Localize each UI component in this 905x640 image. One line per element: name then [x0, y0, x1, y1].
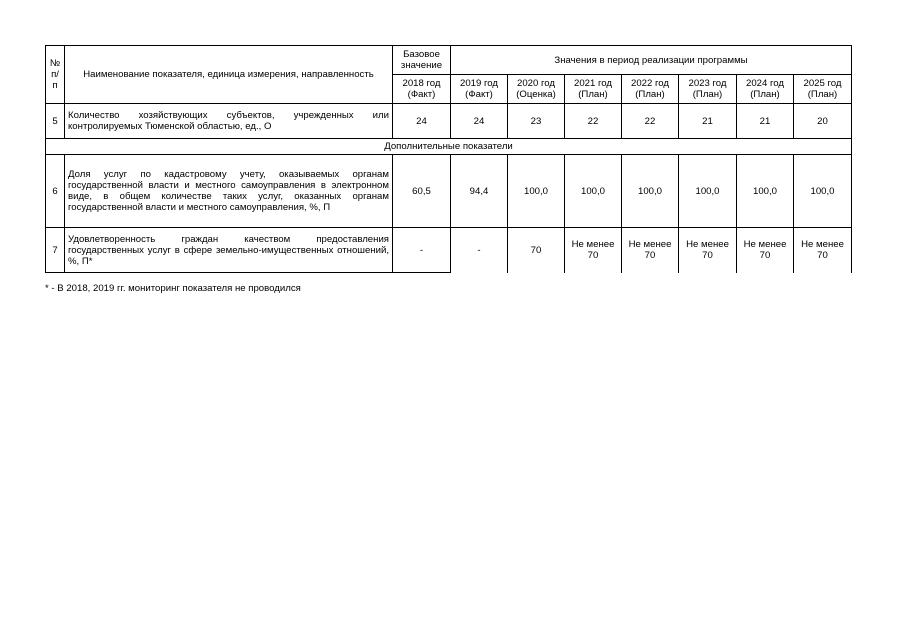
header-year-1	[451, 75, 508, 104]
row-value: 100,0	[565, 155, 622, 228]
section-row	[46, 139, 852, 155]
header-year-kind: (План)	[635, 89, 665, 100]
row-value: Не менее 70	[679, 228, 737, 273]
row-value: -	[451, 228, 508, 273]
row-value: 100,0	[622, 155, 679, 228]
row-num: 5	[46, 104, 65, 139]
header-year-0	[393, 75, 451, 104]
row-value: 22	[622, 104, 679, 139]
section-title: Дополнительные показатели	[46, 139, 852, 155]
row-value: Не менее 70	[794, 228, 852, 273]
header-year-label: 2018 год	[402, 78, 441, 89]
header-year-kind: (План)	[750, 89, 780, 100]
row-value: 22	[565, 104, 622, 139]
header-year-7	[794, 75, 852, 104]
row-num: 7	[46, 228, 65, 273]
row-value: 23	[508, 104, 565, 139]
header-base: Базовое значение	[393, 46, 451, 75]
row-value: Не менее 70	[565, 228, 622, 273]
header-period: Значения в период реализации программы	[451, 46, 852, 75]
header-name: Наименование показателя, единица измерения, направленность	[65, 46, 393, 104]
row-value: 21	[679, 104, 737, 139]
header-year-kind: (План)	[692, 89, 723, 100]
header-year-kind: (Оценка)	[516, 89, 556, 100]
row-value: Не менее 70	[622, 228, 679, 273]
header-year-5	[679, 75, 737, 104]
header-year-3	[565, 75, 622, 104]
row-name: Количество хозяйствующих субъектов, учрежденных или контролируемых Тюменской областью, ед., О	[65, 104, 393, 139]
row-value: -	[393, 228, 451, 273]
header-year-label: 2023 год	[688, 78, 727, 89]
header-year-label: 2025 год	[803, 78, 842, 89]
row-name: Удовлетворенность граждан качеством предоставления государственных услуг в сфере земельно-имущественных отношений, %, П*	[65, 228, 393, 273]
footnote: * - В 2018, 2019 гг. мониторинг показателя не проводился	[45, 283, 301, 294]
table-row	[46, 155, 852, 228]
header-year-6	[737, 75, 794, 104]
header-year-2	[508, 75, 565, 104]
row-value: 60,5	[393, 155, 451, 228]
table-row	[46, 228, 852, 273]
header-year-kind: (Факт)	[465, 89, 493, 100]
row-value: 100,0	[508, 155, 565, 228]
row-value: 94,4	[451, 155, 508, 228]
header-year-kind: (План)	[578, 89, 608, 100]
row-value: 70	[508, 228, 565, 273]
header-year-label: 2021 год	[573, 78, 613, 89]
header-year-kind: (Факт)	[407, 89, 436, 100]
row-value: 24	[451, 104, 508, 139]
row-value: 100,0	[679, 155, 737, 228]
indicators-table	[45, 45, 852, 273]
row-value: 100,0	[794, 155, 852, 228]
row-name: Доля услуг по кадастровому учету, оказываемых органам государственной власти и местного самоуправления в электронном виде, в общем количестве таких услуг, оказанных органам государственной власти и местного самоуправления, %, П	[65, 155, 393, 228]
table-row	[46, 104, 852, 139]
header-year-label: 2019 год	[459, 78, 499, 89]
row-value: 24	[393, 104, 451, 139]
header-year-kind: (План)	[807, 89, 838, 100]
header-year-4	[622, 75, 679, 104]
row-num: 6	[46, 155, 65, 228]
header-num: № п/п	[46, 46, 65, 104]
header-year-label: 2024 год	[745, 78, 785, 89]
row-value: 20	[794, 104, 852, 139]
row-value: 21	[737, 104, 794, 139]
header-year-label: 2022 год	[630, 78, 670, 89]
row-value: 100,0	[737, 155, 794, 228]
header-year-label: 2020 год	[516, 78, 556, 89]
row-value: Не менее 70	[737, 228, 794, 273]
